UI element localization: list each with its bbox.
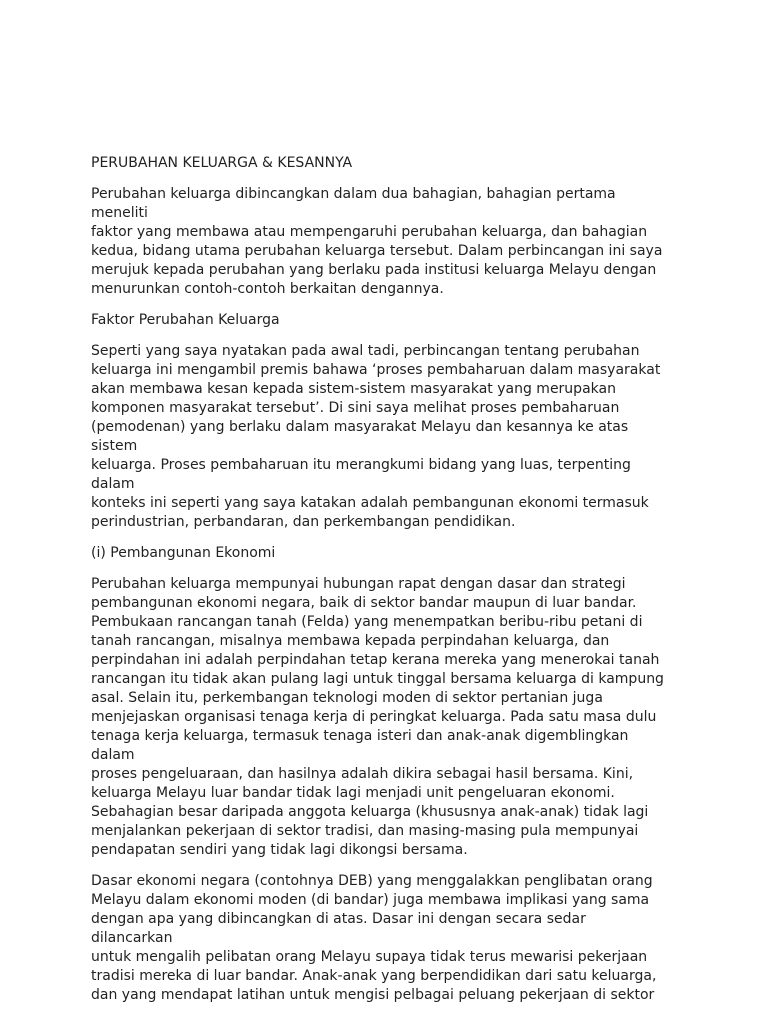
section-heading: Faktor Perubahan Keluarga [91, 312, 280, 328]
document-page [91, 154, 671, 1017]
section-paragraph: Seperti yang saya nyatakan pada awal tadi, perbincangan tentang perubahan keluarga ini mengambil premis bahawa ‘proses pembaharuan dalam masyarakat akan membawa kesan kepada sistem-sistem masyarakat yang merupakan komponen masyarakat tersebut’. Di sini saya melihat proses pembaharuan (pemodenan) yang berlaku dalam masyarakat Melayu dan kesannya ke atas sistem keluarga. Proses pembaharuan itu merangkumi bidang yang luas, terpenting dalam konteks ini seperti yang saya katakan adalah pembangunan ekonomi termasuk perindustrian, perbandaran, dan perkembangan pendidikan. [91, 343, 661, 530]
body-paragraph: Dasar ekonomi negara (contohnya DEB) yang menggalakkan penglibatan orang Melayu dalam ekonomi moden (di bandar) juga membawa implikasi yang sama dengan apa yang dibincangkan di atas. Dasar ini dengan secara sedar dilancarkan untuk mengalih pelibatan orang Melayu supaya tidak terus mewarisi pekerjaan tradisi mereka di luar bandar. Anak-anak yang berpendidikan dari satu keluarga, dan yang mendapat latihan untuk mengisi pelbagai peluang pekerjaan di sektor [91, 873, 657, 1003]
intro-paragraph: Perubahan keluarga dibincangkan dalam dua bahagian, bahagian pertama meneliti faktor yang membawa atau mempengaruhi perubahan keluarga, dan bahagian kedua, bidang utama perubahan keluarga tersebut. Dalam perbincangan ini saya merujuk kepada perubahan yang berlaku pada institusi keluarga Melayu dengan menurunkan contoh-contoh berkaitan dengannya. [91, 186, 663, 297]
body-paragraph: Perubahan keluarga mempunyai hubungan rapat dengan dasar dan strategi pembangunan ekonomi negara, baik di sektor bandar maupun di luar bandar. Pembukaan rancangan tanah (Felda) yang menempatkan beribu-ribu petani di tanah rancangan, misalnya membawa kepada perpindahan keluarga, dan perpindahan ini adalah perpindahan tetap kerana mereka yang menerokai tanah rancangan itu tidak akan pulang lagi untuk tinggal bersama keluarga di kampung asal. Selain itu, perkembangan teknologi moden di sektor pertanian juga menjejaskan organisasi tenaga kerja di peringkat keluarga. Pada satu masa dulu tenaga kerja keluarga, termasuk tenaga isteri dan anak-anak digemblingkan dalam proses pengeluaraan, dan hasilnya adalah dikira sebagai hasil bersama. Kini, keluarga Melayu luar bandar tidak lagi menjadi unit pengeluaran ekonomi. Sebahagian besar daripada anggota keluarga (khususnya anak-anak) tidak lagi menjalankan pekerjaan di sektor tradisi, dan masing-masing pula mempunyai pendapatan sendiri yang tidak lagi dikongsi bersama. [91, 576, 664, 858]
document-title: PERUBAHAN KELUARGA & KESANNYA [91, 155, 353, 171]
subsection-heading: (i) Pembangunan Ekonomi [91, 545, 276, 561]
